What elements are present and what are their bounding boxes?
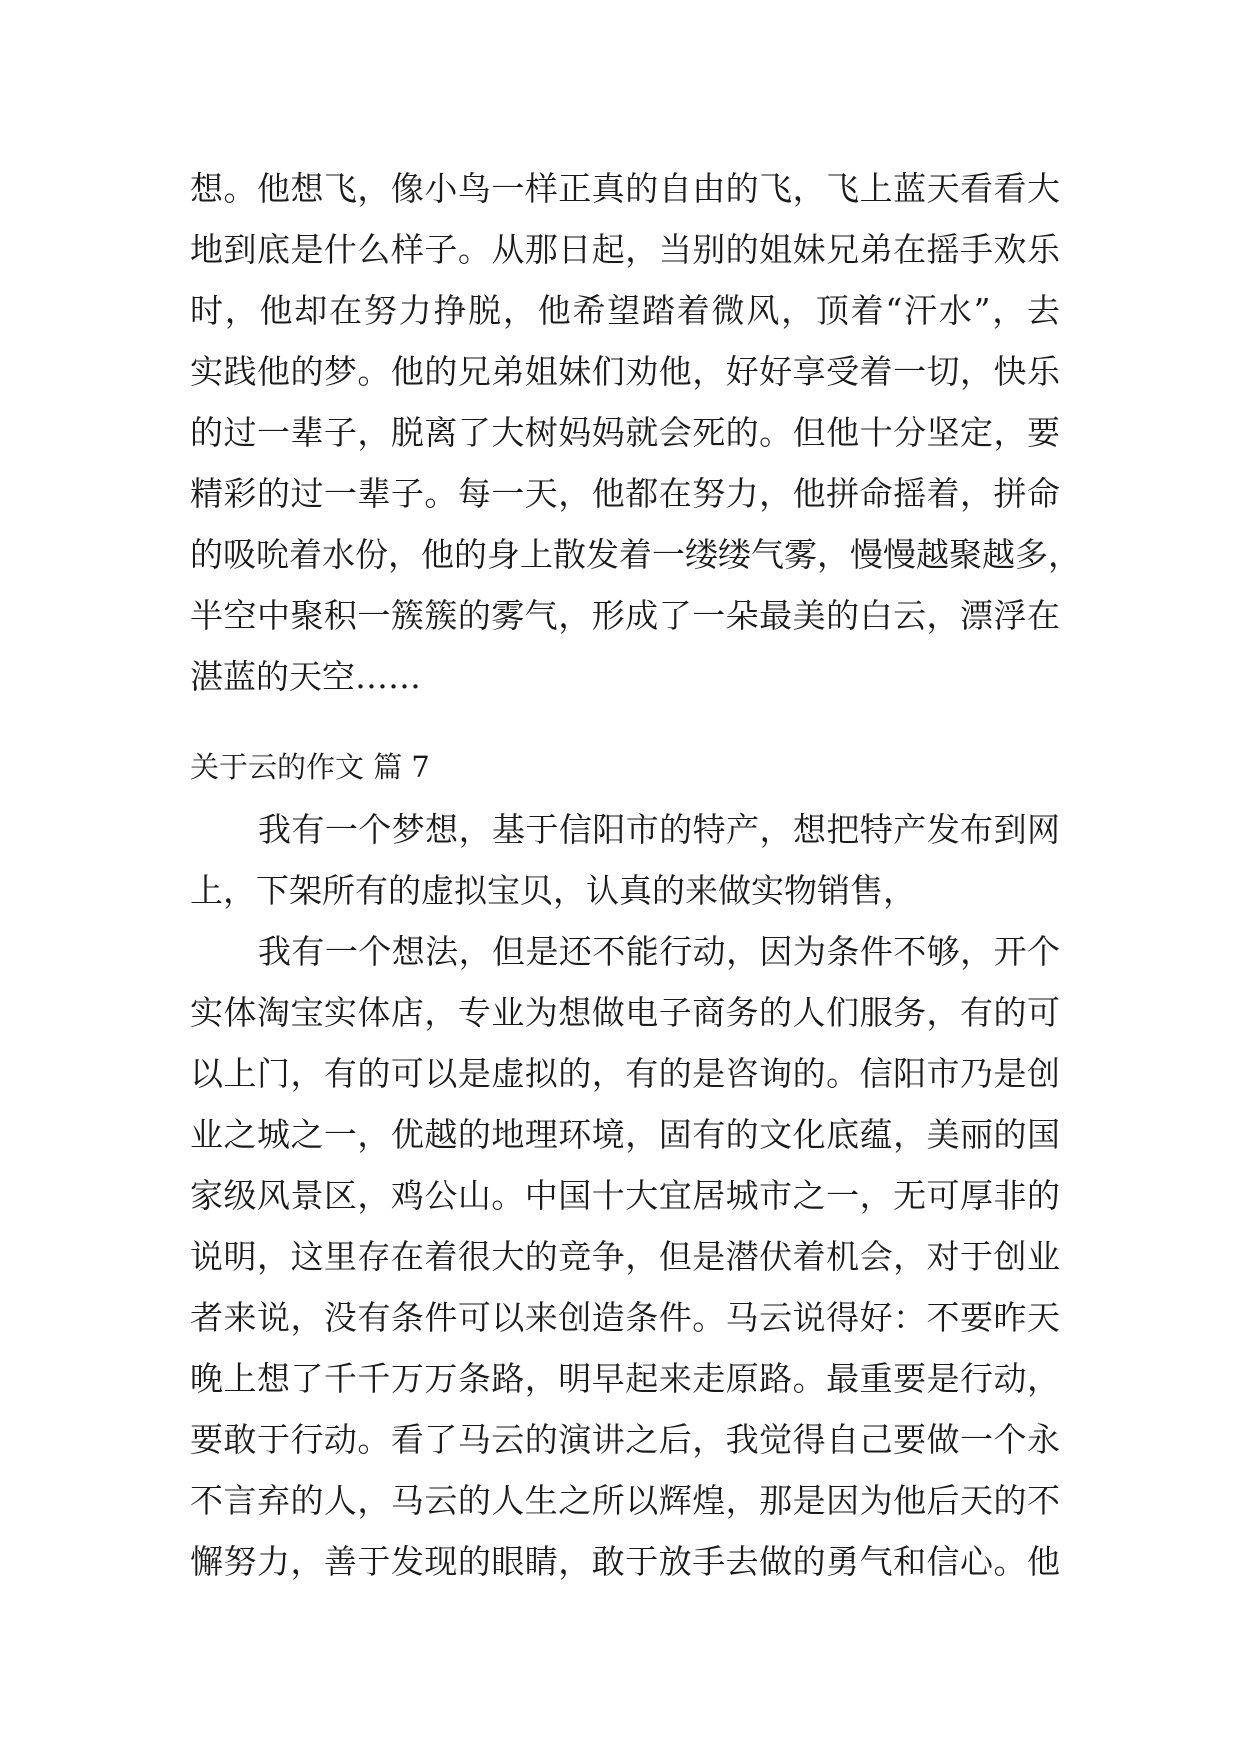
text-line: 时，他却在努力挣脱，他希望踏着微风，顶着“汗水”，去: [190, 291, 1060, 330]
text-line: 精彩的过一辈子。每一天，他都在努力，他拼命摇着，拼命: [190, 474, 1060, 513]
text-line: 要敢于行动。看了马云的演讲之后，我觉得自己要做一个永: [190, 1420, 1060, 1459]
text-line: 晚上想了千千万万条路，明早起来走原路。最重要是行动，: [190, 1359, 1060, 1398]
text-line: 我有一个想法，但是还不能行动，因为条件不够，开个: [258, 932, 1060, 971]
text-line: 半空中聚积一簇簇的雾气，形成了一朵最美的白云，漂浮在: [190, 596, 1060, 635]
section-heading: 关于云的作文 篇 7: [190, 750, 430, 784]
text-line: 说明，这里存在着很大的竞争，但是潜伏着机会，对于创业: [190, 1237, 1060, 1276]
text-line: 的吸吮着水份，他的身上散发着一缕缕气雾，慢慢越聚越多，: [190, 535, 1081, 574]
text-line: 上，下架所有的虚拟宝贝，认真的来做实物销售，: [190, 871, 916, 910]
text-line: 实体淘宝实体店，专业为想做电子商务的人们服务，有的可: [190, 993, 1060, 1032]
text-line: 业之城之一，优越的地理环境，固有的文化底蕴，美丽的国: [190, 1115, 1060, 1154]
text-line: 地到底是什么样子。从那日起，当别的姐妹兄弟在摇手欢乐: [190, 230, 1060, 269]
text-line: 想。他想飞，像小鸟一样正真的自由的飞，飞上蓝天看看大: [190, 169, 1060, 208]
text-line: 者来说，没有条件可以来创造条件。马云说得好：不要昨天: [190, 1298, 1060, 1337]
text-line: 懈努力，善于发现的眼睛，敢于放手去做的勇气和信心。他: [190, 1542, 1060, 1581]
text-line: 家级风景区，鸡公山。中国十大宜居城市之一，无可厚非的: [190, 1176, 1060, 1215]
text-line: 以上门，有的可以是虚拟的，有的是咨询的。信阳市乃是创: [190, 1054, 1060, 1093]
section-7-body: [190, 799, 1060, 1592]
text-line: 实践他的梦。他的兄弟姐妹们劝他，好好享受着一切，快乐: [190, 352, 1060, 391]
text-line: 湛蓝的天空……: [190, 657, 421, 696]
text-line: 我有一个梦想，基于信阳市的特产，想把特产发布到网: [258, 810, 1060, 849]
text-line: 的过一辈子，脱离了大树妈妈就会死的。但他十分坚定，要: [190, 413, 1060, 452]
text-line: 不言弃的人，马云的人生之所以辉煌，那是因为他后天的不: [190, 1481, 1060, 1520]
story-continuation-paragraph: [190, 158, 1081, 707]
